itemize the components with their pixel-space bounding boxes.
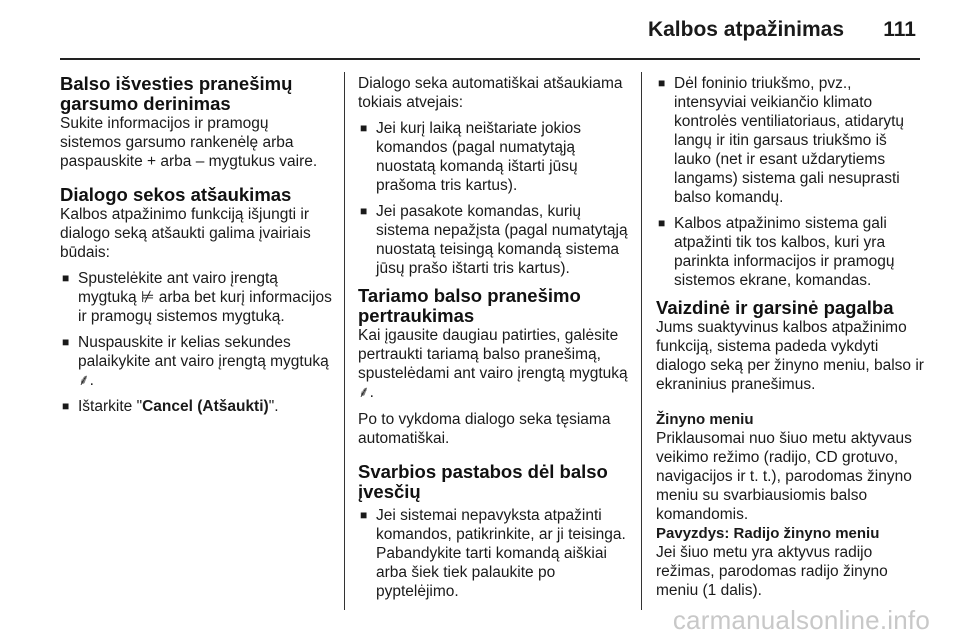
- list-item: ■ Ištarkite "Cancel (Atšaukti)".: [62, 398, 279, 415]
- page-title: Kalbos atpažinimas: [647, 18, 844, 41]
- list-item: ■ Dėl foninio triukšmo, pvz., intensyviai veikiančio klimato kontrolės ventiliatoriaus, atidarytų langų ir itin garsaus triukšmo iš lauko (net ir esant uždarytiems langams) sistema gali nesuprasti balso komandų.: [658, 75, 905, 206]
- list-item: ■ Jei kurį laiką neištariate jokios komandos (pagal numatytąją nuostatą komandą ištarti jūsų prašoma tris kartus).: [360, 120, 582, 194]
- column-divider: [344, 72, 345, 610]
- section-heading-help: Vaizdinė ir garsinė pagalba: [656, 297, 894, 318]
- paragraph: Po to vykdoma dialogo seka tęsiama automatiškai.: [358, 411, 611, 447]
- paragraph: Kai įgausite daugiau patirties, galėsite pertraukti tariamą balso pranešimą, spustelėdami ant vairo įrengtą mygtuką ⸙.: [358, 327, 628, 401]
- bullet-list: [60, 269, 332, 416]
- paragraph: Sukite informacijos ir pramogų sistemos garsumo rankenėlę arba paspauskite + arba – mygtukus vaire.: [60, 115, 318, 170]
- list-item: ■ Kalbos atpažinimo sistema gali atpažinti tik tos kalbos, kuri yra parinkta informacijos ir pramogų sistemos ekrane, komandas.: [658, 215, 895, 289]
- list-item: ■ Jei pasakote komandas, kurių sistema nepažįsta (pagal numatytąją nuostatą teisingą komandą sistema jūsų prašo ištarti tris kartus).: [360, 203, 628, 277]
- bullet-icon: ■: [62, 399, 70, 413]
- bullet-icon: ■: [360, 121, 368, 135]
- list-item: ■ Spustelėkite ant vairo įrengtą mygtuką ⊭ arba bet kurį informacijos ir pramogų sistemos mygtuką.: [62, 270, 332, 325]
- bullet-icon: ■: [62, 271, 70, 285]
- section-heading-cancel: Dialogo sekos atšaukimas: [60, 184, 292, 205]
- column-3: [656, 74, 924, 600]
- bullet-icon: ■: [658, 76, 666, 90]
- bullet-list: [358, 119, 630, 278]
- paragraph: Jei šiuo metu yra aktyvus radijo režimas, parodomas radijo žinyno meniu (1 dalis).: [656, 544, 888, 599]
- list-item: ■ Jei sistemai nepavyksta atpažinti komandos, patikrinkite, ar ji teisinga. Pabandykite tarti komandą aiškiai arba šiek tiek palaukite po pyptelėjimo.: [360, 507, 626, 600]
- sub-heading-example: Pavyzdys: Radijo žinyno meniu: [656, 525, 880, 542]
- paragraph: Kalbos atpažinimo funkciją išjungti ir dialogo seką atšaukti galima įvairiais būdais:: [60, 206, 311, 261]
- paragraph: Dialogo seka automatiškai atšaukiama tokiais atvejais:: [358, 75, 623, 111]
- sub-heading-help-menu: Žinyno meniu: [656, 411, 754, 428]
- bullet-list: [656, 74, 924, 290]
- paragraph: Priklausomai nuo šiuo metu aktyvaus veikimo režimo (radijo, CD grotuvo, navigacijos ir t. t.), parodomas žinyno meniu su svarbiausiomis balso komandomis.: [656, 430, 912, 523]
- paragraph: Jums suaktyvinus kalbos atpažinimo funkciją, sistema padeda vykdyti dialogo seką per žinyno meniu, balso ir ekraninius pranešimus.: [656, 319, 924, 393]
- bullet-icon: ■: [360, 204, 368, 218]
- list-item: ■ Nuspauskite ir kelias sekundes palaikykite ant vairo įrengtą mygtuką ⸙.: [62, 334, 329, 389]
- column-divider: [641, 72, 642, 610]
- bullet-icon: ■: [360, 508, 368, 522]
- bullet-icon: ■: [62, 335, 70, 349]
- header-rule: [60, 58, 920, 60]
- page-header: [0, 0, 960, 60]
- column-1: [60, 74, 332, 423]
- cancel-command: Cancel (Atšaukti): [142, 398, 269, 415]
- watermark: carmanualsonline.info: [672, 605, 930, 635]
- bullet-icon: ■: [658, 216, 666, 230]
- column-2: [358, 74, 630, 608]
- section-heading-notes: Svarbios pastabos dėl balso įvesčių: [358, 461, 608, 502]
- section-heading-volume: Balso išvesties pranešimų garsumo derinimas: [60, 73, 293, 114]
- section-heading-interrupt: Tariamo balso pranešimo pertraukimas: [358, 285, 581, 326]
- page-number: 111: [883, 18, 916, 41]
- bullet-list: [358, 506, 630, 601]
